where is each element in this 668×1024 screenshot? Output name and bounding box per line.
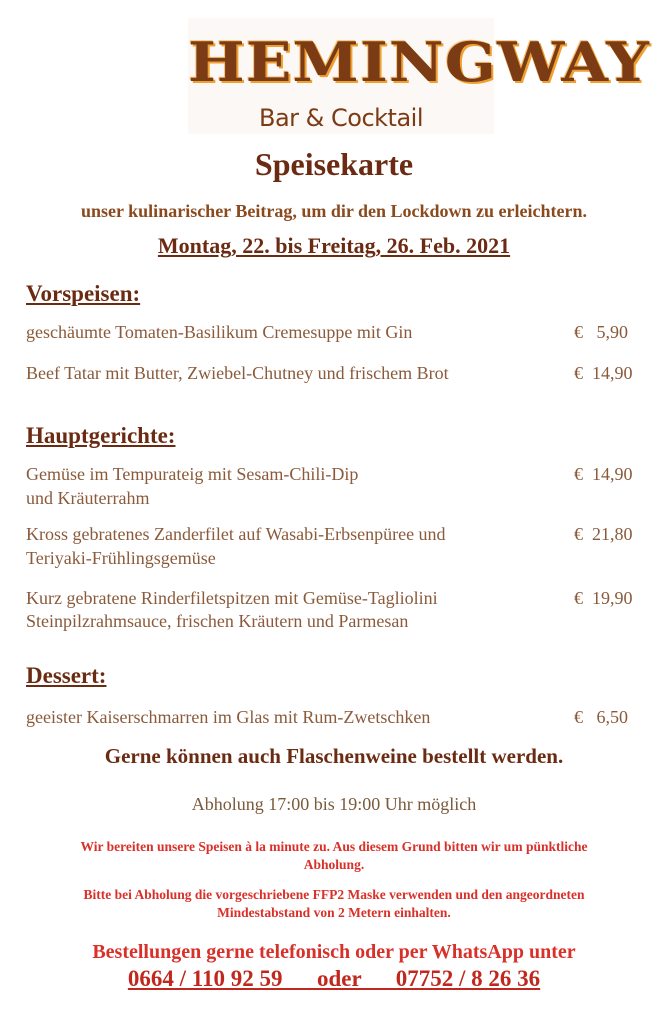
order-info: Bestellungen gerne telefonisch oder per WhatsApp unter <box>92 941 576 963</box>
logo-tagline: Bar & Cocktail <box>259 104 423 132</box>
logo-wordmark: HEMINGWAY <box>188 31 650 95</box>
phone-numbers: 0664 / 110 92 59 oder 07752 / 8 26 36 <box>127 966 541 991</box>
mask-notice-line2: Mindestabstand von 2 Metern einhalten. <box>217 905 451 920</box>
section-heading-vorspeisen: Vorspeisen: <box>26 281 141 306</box>
section-heading-dessert: Dessert: <box>26 663 107 688</box>
prep-notice-line1: Wir bereiten unsere Speisen à la minute zu. Aus diesem Grund bitten wir um pünktliche <box>80 839 588 854</box>
prep-notice-line2: Abholung. <box>303 857 365 872</box>
mask-notice-line1: Bitte bei Abholung die vorgeschriebene FFP2 Maske verwenden und den angeordneten <box>83 887 585 902</box>
menu-item-price: € 6,50 <box>574 707 628 727</box>
section-heading-hauptgerichte: Hauptgerichte: <box>26 423 176 448</box>
menu-item-price: € 5,90 <box>574 322 628 342</box>
menu-item-price: € 21,80 <box>574 524 633 544</box>
page-subtitle: unser kulinarischer Beitrag, um dir den Lockdown zu erleichtern. <box>80 201 587 221</box>
menu-item-price: € 14,90 <box>574 363 633 383</box>
pickup-time: Abholung 17:00 bis 19:00 Uhr möglich <box>191 794 477 814</box>
menu-item-price: € 14,90 <box>574 464 633 484</box>
menu-item-name: geeister Kaiserschmarren im Glas mit Rum-Zwetschken <box>26 707 431 727</box>
logo <box>188 18 650 134</box>
menu-item-name: Gemüse im Tempurateig mit Sesam-Chili-Dip <box>26 464 359 484</box>
menu-item-description: Steinpilzrahmsauce, frischen Kräutern und Parmesan <box>26 611 409 631</box>
menu-item-name: geschäumte Tomaten-Basilikum Cremesuppe mit Gin <box>26 322 413 342</box>
wine-notice: Gerne können auch Flaschenweine bestellt werden. <box>104 744 564 768</box>
menu-item-description: und Kräuterrahm <box>26 488 150 508</box>
menu-item-price: € 19,90 <box>574 588 633 608</box>
page-title: Speisekarte <box>254 146 414 182</box>
menu-item-name: Kross gebratenes Zanderfilet auf Wasabi-Erbsenpüree und <box>26 524 446 544</box>
date-range: Montag, 22. bis Freitag, 26. Feb. 2021 <box>157 233 511 258</box>
menu-item-name: Kurz gebratene Rinderfiletspitzen mit Gemüse-Tagliolini <box>26 588 438 608</box>
menu-item-name: Beef Tatar mit Butter, Zwiebel-Chutney und frischem Brot <box>26 363 449 383</box>
menu-item-description: Teriyaki-Frühlingsgemüse <box>26 548 216 568</box>
